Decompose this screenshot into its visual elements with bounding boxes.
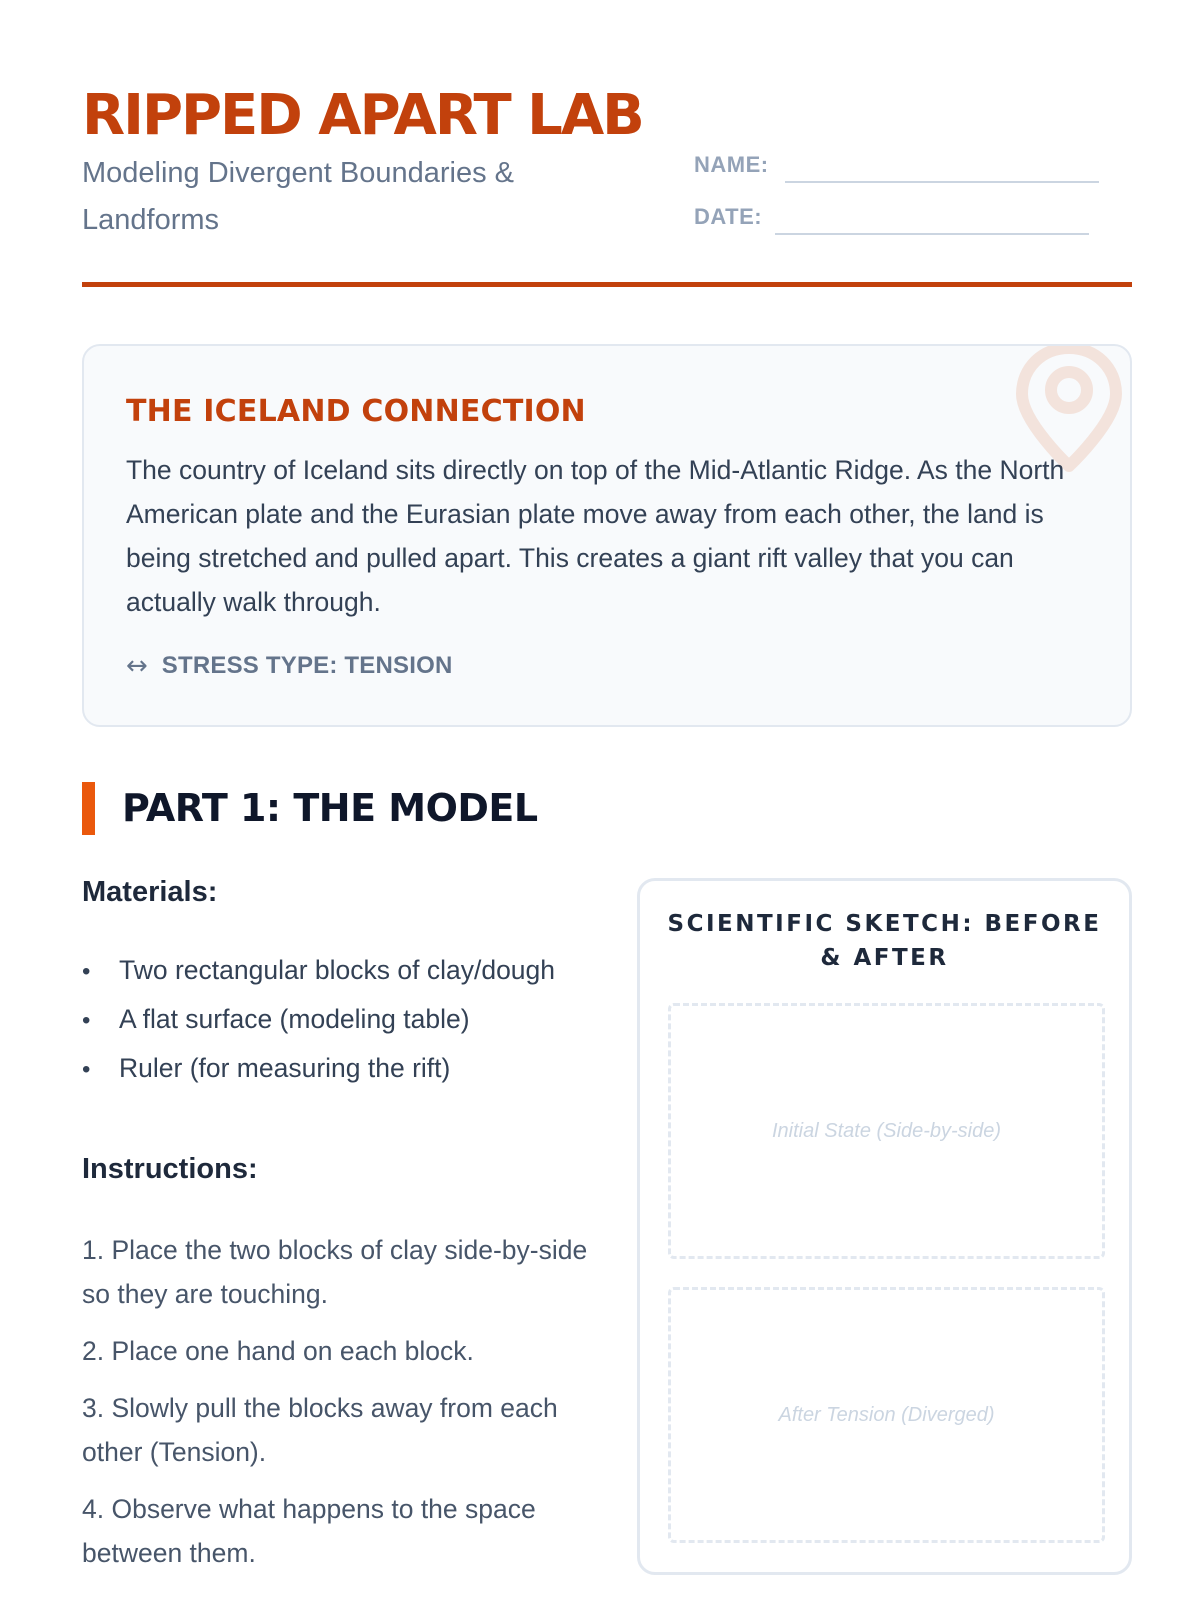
callout-body: The country of Iceland sits directly on top of the Mid-Atlantic Ridge. As the North American plate and the Eurasian plate move away from each other, the land is being stretched and pulled apart. This creates a giant rift valley that you can actually walk through. bbox=[126, 455, 1065, 617]
worksheet-page bbox=[82, 0, 1132, 1600]
name-label: NAME: bbox=[694, 152, 769, 177]
date-label: DATE: bbox=[694, 204, 763, 229]
stress-type-label: STRESS TYPE: TENSION bbox=[161, 652, 453, 679]
list-item: • A flat surface (modeling table) bbox=[82, 999, 582, 1041]
callout-title: THE ICELAND CONNECTION bbox=[126, 394, 586, 429]
materials-list bbox=[82, 950, 582, 1097]
instruction-step: 2. Place one hand on each block. bbox=[82, 1336, 474, 1366]
name-field-line[interactable] bbox=[785, 181, 1099, 183]
instructions-list bbox=[82, 1228, 592, 1588]
stress-type-row bbox=[126, 652, 453, 680]
after-caption: After Tension (Diverged) bbox=[778, 1403, 995, 1426]
materials-heading: Materials: bbox=[82, 876, 218, 908]
double-arrow-icon: ↔ bbox=[126, 651, 148, 681]
sketch-area-before[interactable] bbox=[668, 1003, 1105, 1259]
scientific-sketch-card bbox=[637, 878, 1132, 1575]
bullet-icon: • bbox=[82, 1056, 91, 1083]
page-subtitle: Modeling Divergent Boundaries & Landforms bbox=[82, 157, 515, 236]
page-title: RIPPED APART LAB bbox=[82, 83, 643, 148]
header-divider bbox=[82, 282, 1132, 287]
instruction-step: 3. Slowly pull the blocks away from each other (Tension). bbox=[82, 1393, 558, 1467]
instruction-step: 4. Observe what happens to the space between them. bbox=[82, 1494, 536, 1568]
iceland-connection-callout bbox=[82, 344, 1132, 727]
instruction-step: 1. Place the two blocks of clay side-by-side so they are touching. bbox=[82, 1235, 588, 1309]
bullet-icon: • bbox=[82, 958, 91, 985]
sketch-area-after[interactable] bbox=[668, 1287, 1105, 1543]
instructions-heading: Instructions: bbox=[82, 1153, 258, 1185]
before-caption: Initial State (Side-by-side) bbox=[772, 1119, 1001, 1142]
list-item: • Two rectangular blocks of clay/dough bbox=[82, 950, 582, 992]
section-accent-bar bbox=[82, 782, 95, 835]
part1-heading: PART 1: THE MODEL bbox=[122, 786, 538, 830]
sketch-title: SCIENTIFIC SKETCH: BEFORE & AFTER bbox=[667, 911, 1102, 971]
list-item: • Ruler (for measuring the rift) bbox=[82, 1048, 582, 1090]
bullet-icon: • bbox=[82, 1007, 91, 1034]
date-field-line[interactable] bbox=[775, 233, 1089, 235]
